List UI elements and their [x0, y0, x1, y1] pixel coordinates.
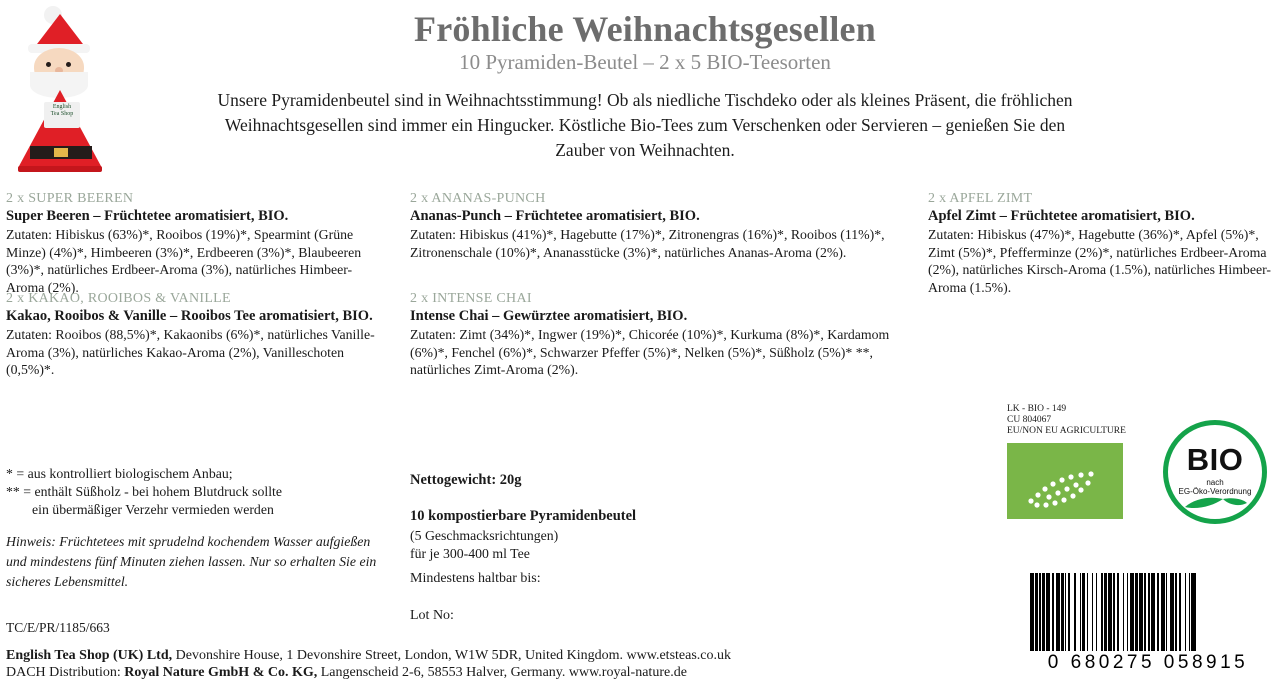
bio-seal-sub1: nach [1206, 478, 1224, 487]
bag-count: 10 kompostierbare Pyramidenbeutel [410, 508, 637, 524]
eu-organic-leaf-icon [1007, 443, 1123, 519]
bag-volume: für je 300-400 ml Tee [410, 546, 530, 561]
tea-name: Apfel Zimt – Früchtetee aromatisiert, BIO. [928, 208, 1195, 224]
santa-brand-label [44, 102, 80, 128]
tea-name: Super Beeren – Früchtetee aromatisiert, BIO. [6, 208, 289, 224]
tea-quantity: 2 x KAKAO, ROOIBOS & VANILLE [6, 291, 231, 306]
bio-seal-word: BIO [1186, 442, 1244, 477]
address-uk [6, 648, 731, 664]
intro-paragraph: Unsere Pyramidenbeutel sind in Weihnachtsstimmung! Ob als niedliche Tischdeko oder als kleines Präsent, die fröhlichen Weihnachtsgesellen sind immer ein Hingucker. Köstliche Bio-Tees zum Verschenken oder Servieren – genießen Sie den Zauber von Weihnachten. [217, 90, 1073, 160]
footnote-double-asterisk: ** = enthält Süßholz - bei hohem Blutdruck sollte [6, 484, 283, 499]
tea-quantity: 2 x INTENSE CHAI [410, 291, 532, 306]
address-dach [6, 665, 687, 681]
address-uk-rest: Devonshire House, 1 Devonshire Street, London, W1W 5DR, United Kingdom. www.etsteas.co.uk [172, 648, 731, 663]
tea-ingredients: Zutaten: Hibiskus (41%)*, Hagebutte (17%)*, Zitronengras (16%)*, Rooibos (11%)*, Zitronenschale (10%)*, Ananasstücke (3%)*, natürliches Ananas-Aroma (2%). [410, 227, 885, 260]
footnote-asterisk: * = aus kontrolliert biologischem Anbau; [6, 466, 233, 481]
bag-details [410, 527, 558, 563]
tea-quantity: 2 x SUPER BEEREN [6, 191, 134, 206]
eu-code-line2: CU 804067 [1007, 415, 1052, 425]
address-dach-rest: Langenscheid 2-6, 58553 Halver, Germany. www.royal-nature.de [317, 665, 687, 680]
tea-block-super-beeren [6, 190, 386, 296]
tea-quantity: 2 x ANANAS-PUNCH [410, 191, 546, 206]
santa-brand-line2: Tea Shop [50, 111, 74, 117]
santa-eye-right-icon [66, 62, 71, 67]
barcode-digits: 0 680275 058915 [1047, 652, 1249, 673]
page-title: Fröhliche Weihnachtsgesellen [414, 9, 876, 49]
tea-ingredients: Zutaten: Hibiskus (63%)*, Rooibos (19%)*, Spearmint (Grüne Minze) (4%)*, Himbeeren (3%)*, Erdbeeren (3%)*, Blaubeeren (3%)*, natürliches Erdbeer-Aroma (3%), natürliches Himbeer-Aroma (2%). [6, 227, 362, 295]
eu-organic-code [1007, 404, 1126, 437]
tea-block-apfel-zimt [928, 190, 1283, 296]
tea-name: Intense Chai – Gewürztee aromatisiert, BIO. [410, 308, 688, 324]
brewing-hint: Hinweis: Früchtetees mit sprudelnd kochendem Wasser aufgießen und mindestens fünf Minuten ziehen lassen. Nur so erhalten Sie ein sicheres Lebensmittel. [6, 534, 377, 589]
bio-seal-leaf-icon [1177, 496, 1253, 510]
bio-seal-sub2: EG-Öko-Verordnung [1178, 487, 1252, 496]
tea-ingredients: Zutaten: Zimt (34%)*, Ingwer (19%)*, Chicorée (10%)*, Kurkuma (8%)*, Kardamom (6%)*, Fenchel (6%)*, Schwarzer Pfeffer (5%)*, Nelken (5%)*, Süßholz (5%)* **, natürliches Zimt-Aroma (2%). [410, 327, 890, 377]
lot-number-label: Lot No: [410, 608, 454, 623]
address-uk-company: English Tea Shop (UK) Ltd, [6, 648, 173, 663]
bio-seal-logo [1163, 420, 1267, 524]
footnote-double-asterisk-cont: ein übermäßiger Verzehr vermieden werden [32, 502, 274, 517]
tea-block-intense-chai [410, 290, 890, 379]
santa-hat-icon [34, 14, 86, 48]
page-subtitle: 10 Pyramiden-Beutel – 2 x 5 BIO-Teesorten [459, 50, 831, 74]
tea-ingredients: Zutaten: Hibiskus (47%)*, Hagebutte (36%)*, Apfel (5%)*, Zimt (5%)*, Pfefferminze (2%)*, natürliches Erdbeer-Aroma (2%), natürliches Kirsch-Aroma (1.5%), natürliches Himbeer-Aroma (1.5%). [928, 227, 1271, 295]
eu-code-line1: LK - BIO - 149 [1007, 404, 1067, 414]
tea-quantity: 2 x APFEL ZIMT [928, 191, 1033, 206]
tea-name: Ananas-Punch – Früchtetee aromatisiert, BIO. [410, 208, 700, 224]
barcode-space [1196, 573, 1197, 651]
best-before-label: Mindestens haltbar bis: [410, 571, 541, 586]
internal-code: TC/E/PR/1185/663 [6, 620, 110, 635]
barcode [1030, 573, 1268, 651]
tea-block-kakao-rooibos-vanille [6, 290, 386, 379]
tea-block-ananas-punch [410, 190, 890, 261]
santa-base-icon [18, 166, 102, 172]
santa-brand-line1: English [52, 104, 72, 110]
tea-name: Kakao, Rooibos & Vanille – Rooibos Tee aromatisiert, BIO. [6, 308, 373, 324]
address-dach-company: Royal Nature GmbH & Co. KG, [124, 665, 318, 680]
santa-belt-buckle-icon [54, 148, 68, 157]
santa-eye-left-icon [46, 62, 51, 67]
eu-code-line3: EU/NON EU AGRICULTURE [1007, 426, 1126, 436]
bag-flavours: (5 Geschmacksrichtungen) [410, 528, 559, 543]
santa-illustration [14, 6, 110, 182]
tea-ingredients: Zutaten: Rooibos (88,5%)*, Kakaonibs (6%)*, natürliches Vanille-Aroma (3%), natürliches Kakao-Aroma (2%), Vanilleschoten (0,5%)*. [6, 327, 375, 377]
net-weight: Nettogewicht: 20g [410, 472, 522, 488]
footnotes [6, 465, 386, 519]
address-dach-label: DACH Distribution: [6, 665, 125, 680]
